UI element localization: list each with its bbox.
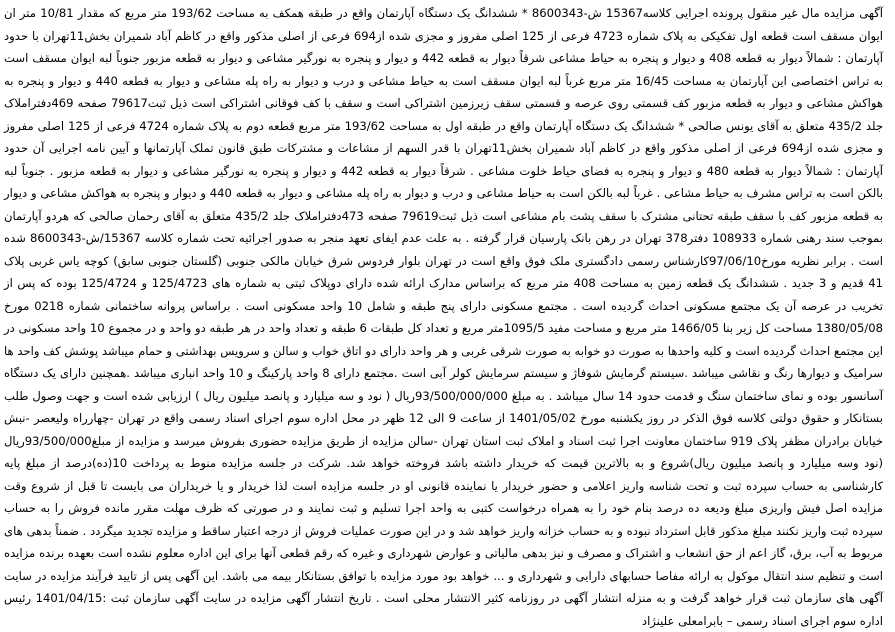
auction-notice-body: آگهی مزایده مال غیر منقول پرونده اجرایی کلاسه15367 ش-8600343 * ششدانگ یک دستگاه آپارتمان واقع در طبقه همکف به مساحت 193/62 متر مربع که مقدار 10/81 متر ان ایوان مسقف است قطعه اول تفکیکی به پلاک شماره 4723 فرعی از 125 اصلی مفروز و مجزی شده از694 فرعی از اصلی مذکور واقع در کاظم آباد شمیران بخش11تهران با حدود آپارتمان : شمالاً دیوار به قطعه 408 و دیوار و پنجره به حیاط مشاعی شرقاً دیوار به قطعه 442 و دیوار و پنجره به نورگیر مشاعی و دیوار به قطعه مزبور جنوباً لبه ایوان مسقف است به تراس اختصاصی این آپارتمان به مساحت 16/45 متر مربع غرباً لبه ایوان مسقف است به حیاط مشاعی و درب و دیوار به راه پله مشاعی و دیوار به قطعه 440 و دیوار و پنجره به هواکش مشاعی و دیوار به قطعه مزبور کف قسمتی روی عرصه و قسمتی سقف زیرزمین اشتراکی است و سقف با کف فوقانی اشتراکی است ذیل ثبت79617 صفحه 469دفتراملاک جلد 435/2 متعلق به آقای یونس صالحی * ششدانگ یک دستگاه آپارتمان واقع در طبقه اول به مساحت 193/62 متر مربع قطعه دوم به پلاک شماره 4724 فرعی از 125 اصلی مفروز و مجزی شده از694 فرعی از اصلی مذکور واقع در کاظم آباد شمیران بخش11تهران با قدر السهم از مشاعات و مشترکات طبق قانون تملک آپارتمانها و آیین نامه اجرایی آن حدود آپارتمان : شمالاً دیوار به قطعه 480 و دیوار و پنجره به فضای حیاط خلوت مشاعی . شرقاً دیوار به قطعه 442 و دیوار و پنجره به نورگیر مشاعی و دیوار به قطعه مزبور . جنوباً لبه بالکن است به تراس مشرف به حیاط مشاعی . غرباً لبه بالکن است به حیاط مشاعی و درب و دیوار به راه پله مشاعی و دیوار به قطعه 440 و دیوار و پنجره به هواکش مشاعی و دیوار به قطعه مزبور کف با سقف طبقه تحتانی مشترک با سقف پشت بام مشاعی است ذیل ثبت79619 صفحه 473دفتراملاک جلد 435/2 متعلق به آقای رحمان صالحی که هردو آپارتمان بموجب سند رهنی شماره 108933 دفتر378 تهران در رهن بانک پارسیان قرار گرفته . به علت عدم ایفای تعهد منجر به صدور اجرائیه تحت شماره کلاسه 15367/ش-8600343 شده است . برابر نظریه مورخ97/06/10کارشناس رسمی دادگستری ملک فوق واقع است در تهران بلوار فردوس شرق خیابان مالکی جنوبی (گلستان جنوبی سابق) کوچه یاس غربی پلاک 41 قدیم و 3 جدید . ششدانگ یک قطعه زمین به مساحت 408 متر مربع که براساس مدارک ارائه شده دارای دوپلاک ثبتی به شماره های 125/4723 و 125/4724 بوده که پس از تخریب در عرصه آن یک مجتمع مسکونی احداث گردیده است . مجتمع مسکونی دارای پنج طبقه و شامل 10 واحد مسکونی است . براساس پروانه ساختمانی شماره 0218 مورخ 1380/05/08 مساحت کل زیر بنا 1466/05 متر مربع و مساحت مفید 1095/5متر مربع و تعداد کل طبقات 6 طبقه و تعداد واحد در هر طبقه دو واحد و در مجموع 10 واحد مسکونی در این مجتمع احداث گردیده است و کلیه واحدها به صورت دو خوابه به صورت شرقی غربی و هر واحد دارای دو اتاق خواب و سالن و سرویس بهداشتی و حمام میباشد پوشش کف واحد ها سرامیک و دیوارها رنگ و نقاشی میباشد .سیستم گرمایش شوفاژ و سیستم سرمایش کولر آبی است .مجتمع دارای 8 واحد پارکینگ و 10 واحد انباری میباشد .همچنین دارای یک دستگاه آسانسور بوده و نمای ساختمان سنگ و قدمت حدود 14 سال میباشد . به مبلغ 93/500/000/000ریال ( نود و سه میلیارد و پانصد میلیون ریال ) ارزیابی شده است و جهت وصول طلب بستانکار و حقوق دولتی کلاسه فوق الذکر در روز یکشنبه مورخ 1401/05/02 از ساعت 9 الی 12 ظهر در محل اداره سوم اجرای اسناد رسمی واقع در تهران -چهارراه ولیعصر -نبش خیابان برادران مظفر پلاک 919 ساختمان معاونت اجرا ثبت اسناد و املاک ثبت استان تهران -سالن مزایده از طریق مزایده حضوری بفروش میرسد و مزایده از مبلغ93/500/000ریال (نود وسه میلیارد و پانصد میلیون ریال)شروع و به بالاترین قیمت که خریدار داشته باشد فروخته خواهد شد. شرکت در جلسه مزایده منوط به پرداخت 10(ده)درصد از مبلغ پایه کارشناسی به حساب سپرده ثبت و تحت شناسه واریز اعلامی و حضور خریدار یا نماینده قانونی او در جلسه مزایده است لذا خریدار و یا خریداران می بایست تا قبل از شروع وقت مزایده اصل فیش واریزی مبلغ ودیعه ده درصد بنام خود را به همراه درخواست کتبی به واحد اجرا تسلیم و ثبت نمایند و در صورتی که ظرف مهلت مقرر مانده فروش را به حساب سپرده ثبت واریز نکنند مبلغ مذکور قابل استرداد نبوده و به حساب خزانه واریز خواهد شد و در این صورت عملیات فروش از درجه اعتبار ساقط و مزایده تجدید میگردد . ضمناً بدهی های مربوط به آب، برق، گاز اعم از حق انشعاب و اشتراک و مصرف و نیز بدهی مالیاتی و عوارض شهرداری و غیره که رقم قطعی آنها برای این اداره معلوم نشده است بعهده برنده مزایده است و تنظیم سند انتقال موکول به ارائه مفاصا حسابهای دارایی و شهرداری و ... خواهد بود مورد مزایده با توافق بستانکار بیمه می باشد. این آگهی پس از تایید فرآیند مزایده در سایت آگهی های سازمان ثبت قرار خواهد گرفت و به منزله انتشار آگهی در روزنامه کثیر الانتشار محلی است . تاریخ انتشار آگهی مزایده در سایت آگهی سازمان ثبت :1401/04/15 رئیس اداره سوم اجرای اسناد رسمی – بابرامعلی علینژاد <box>4 6 884 628</box>
